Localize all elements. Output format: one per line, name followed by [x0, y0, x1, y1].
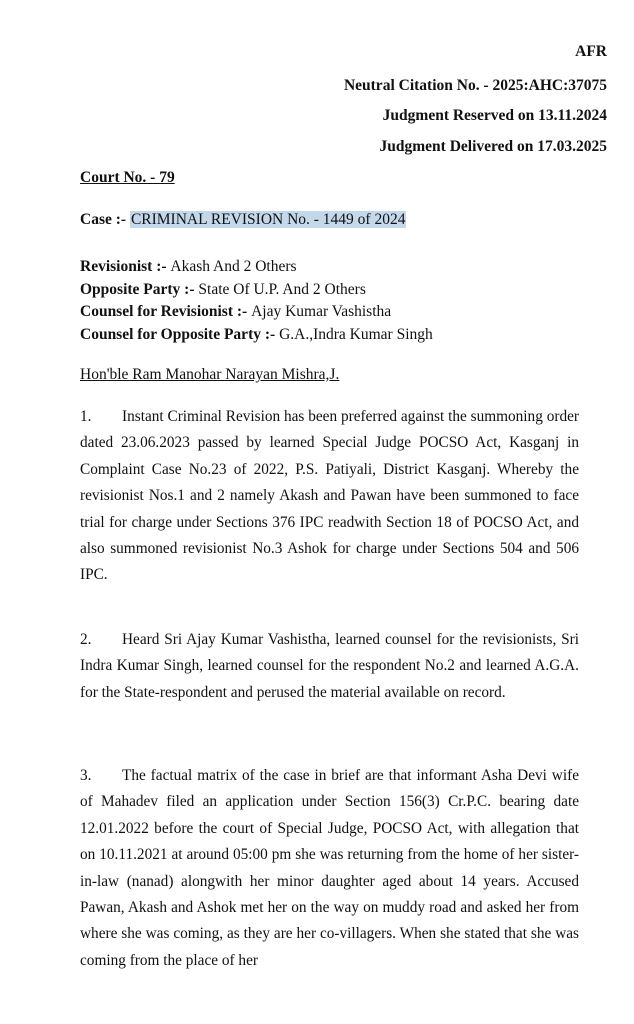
party-label: Counsel for Opposite Party :- [80, 325, 280, 343]
party-revisionist [80, 256, 433, 279]
party-counsel-opposite [80, 324, 433, 347]
paragraph-text: Instant Criminal Revision has been preferred against the summoning order dated 23.06.2023 passed by learned Special Judge POCSO Act, Kasganj in Complaint Case No.23 of 2022, P.S. Patiyali, District Kasganj. Whereby the revisionist Nos.1 and 2 namely Akash and Pawan have been summoned to face trial for charge under Sections 376 IPC readwith Section 18 of POCSO Act, and also summoned revisionist No.3 Ashok for charge under Sections 504 and 506 IPC. [80, 408, 579, 584]
neutral-citation: Neutral Citation No. - 2025:AHC:37075 [343, 77, 607, 94]
parties-block [80, 256, 433, 346]
party-value: Akash And 2 Others [170, 258, 297, 275]
paragraph-text: Heard Sri Ajay Kumar Vashistha, learned counsel for the revisionists, Sri Indra Kumar Singh, learned counsel for the respondent No.2 and learned A.G.A. for the State-respondent and perused the material available on record. [80, 631, 579, 701]
party-opposite [80, 279, 433, 302]
party-label: Counsel for Revisionist :- [80, 303, 252, 321]
judgment-delivered-date: Judgment Delivered on 17.03.2025 [379, 138, 607, 155]
party-value: G.A.,Indra Kumar Singh [279, 325, 433, 343]
case-number-highlighted[interactable]: CRIMINAL REVISION No. - 1449 of 2024 [130, 211, 406, 228]
paragraph-1 [80, 404, 579, 589]
paragraph-number: 1. [80, 408, 92, 425]
party-value: Ajay Kumar Vashistha [251, 303, 392, 321]
judge-name: Hon'ble Ram Manohar Narayan Mishra,J. [80, 366, 340, 383]
paragraph-text: The factual matrix of the case in brief are that informant Asha Devi wife of Mahadev filed an application under Section 156(3) Cr.P.C. bearing date 12.01.2022 before the court of Special Judge, POCSO Act, with allegation that on 10.11.2021 at around 05:00 pm she was returning from the home of her sister-in-law (nanad) alongwith her minor daughter aged about 14 years. Accused Pawan, Akash and Ashok met her on the way on muddy road and asked her from where she was coming, as they are her co-villagers. When she stated that she was coming from the place of her [80, 767, 579, 969]
court-number: Court No. - 79 [80, 169, 175, 186]
paragraph-3 [80, 763, 579, 974]
party-label: Opposite Party :- [80, 280, 199, 298]
paragraph-number: 2. [80, 631, 92, 648]
case-label: Case :- [80, 211, 130, 228]
afr-label: AFR [575, 43, 607, 60]
party-label: Revisionist :- [80, 258, 171, 275]
party-counsel-revisionist [80, 301, 433, 324]
case-line [80, 211, 406, 229]
paragraph-2 [80, 627, 579, 706]
party-value: State Of U.P. And 2 Others [198, 280, 366, 298]
paragraph-number: 3. [80, 767, 92, 784]
judgment-reserved-date: Judgment Reserved on 13.11.2024 [382, 107, 607, 124]
